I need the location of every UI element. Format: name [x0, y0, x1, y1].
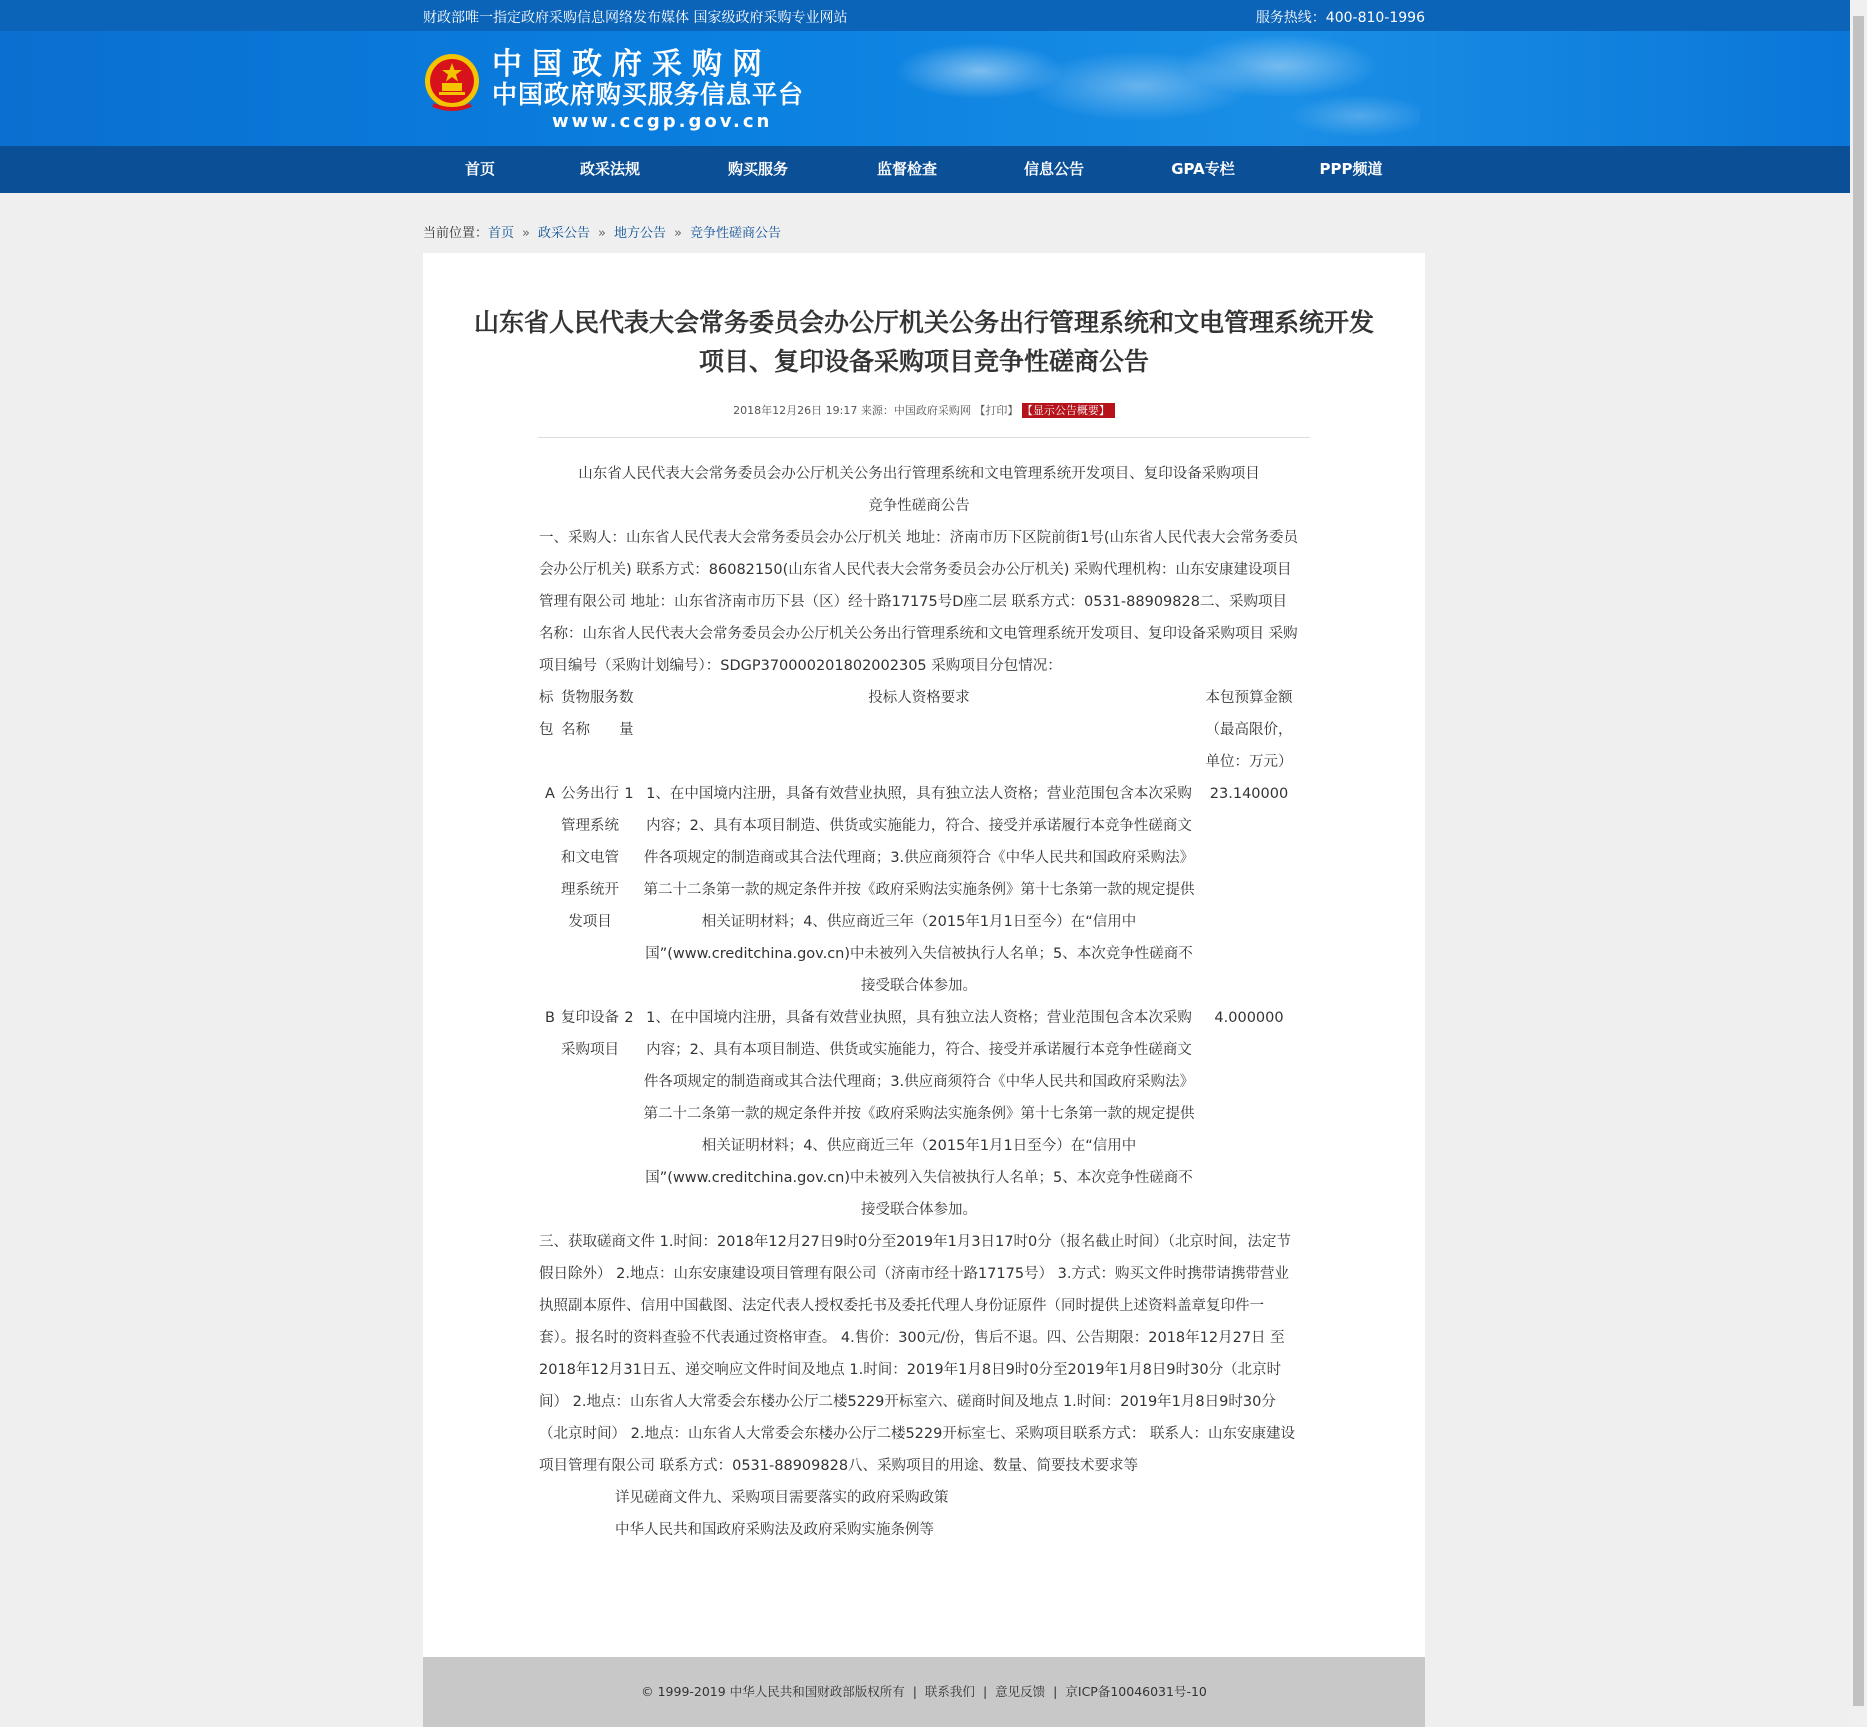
article-title-line: 项目、复印设备采购项目竞争性磋商公告 — [698, 347, 1149, 376]
divider — [538, 437, 1310, 438]
body-paragraph: 中华人民共和国政府采购法及政府采购实施条例等 — [615, 1522, 934, 1538]
table-cell-requirements: 1、在中国境内注册，具备有效营业执照，具有独立法人资格；营业范围包含本次采购内容；2、具有本项目制造、供货或实施能力，符合、接受并承诺履行本竞争性磋商文件各项规定的制造商或其合法代理商；3.供应商须符合《中华人民共和国政府采购法》第二十二条第一款的规定条件并按《政府采购法实施条例》第十七条第一款的规定提供相关证明材料；4、供应商近三年（2015年1月1日至今）在“信用中国”(www.creditchina.gov.cn)中未被列入失信被执行人名单；5、本次竞争性磋商不接受联合体参加。 — [643, 786, 1195, 994]
table-header-cell: 本包预算金额（最高限价，单位：万元） — [1205, 690, 1293, 770]
breadcrumb-local-announcements[interactable]: 地方公告 — [613, 226, 666, 241]
footer-contact-link[interactable]: 联系我们 — [924, 1684, 975, 1699]
table-row — [539, 1002, 1299, 1226]
table-cell-name: 复印设备采购项目 — [561, 1010, 619, 1058]
show-summary-button[interactable]: 【显示公告概要】 — [1022, 403, 1115, 418]
table-row — [539, 778, 1299, 1002]
package-table — [539, 682, 1299, 1226]
breadcrumb-separator: » — [522, 226, 530, 241]
nav-item-announcements[interactable]: 信息公告 — [1023, 160, 1084, 178]
footer-copyright: © 1999-2019 中华人民共和国财政部版权所有 — [641, 1684, 905, 1699]
logo-url: www.ccgp.gov.cn — [552, 111, 773, 132]
site-header — [0, 31, 1850, 146]
footer-feedback-link[interactable]: 意见反馈 — [995, 1684, 1046, 1699]
header-cloud-decoration — [860, 31, 1420, 146]
body-paragraph: 一、采购人：山东省人民代表大会常务委员会办公厅机关 地址：济南市历下区院前街1号(山东省人民代表大会常务委员会办公厅机关) 联系方式：86082150(山东省人民代表大会常务委员会办公厅机关) 采购代理机构：山东安康建设项目管理有限公司 地址：山东省济南市历下县（区）经十路17175号D座二层 联系方式：0531-88909828二、采购项目名称：山东省人民代表大会常务委员会办公厅机关公务出行管理系统和文电管理系统开发项目、复印设备采购项目 采购项目编号（采购计划编号）：SDGP370000201802002305 采购项目分包情况： — [539, 530, 1298, 674]
main-nav — [0, 146, 1850, 193]
breadcrumb-gov-announcements[interactable]: 政采公告 — [538, 226, 591, 241]
table-cell-budget: 4.000000 — [1214, 1010, 1284, 1026]
article-title-line: 山东省人民代表大会常务委员会办公厅机关公务出行管理系统和文电管理系统开发 — [473, 308, 1374, 337]
nav-item-regulations[interactable]: 政采法规 — [579, 160, 640, 178]
top-info-bar — [0, 0, 1850, 31]
nav-item-supervision[interactable]: 监督检查 — [876, 160, 937, 178]
table-header-cell: 标包 — [539, 690, 554, 738]
article-body — [539, 458, 1299, 1546]
scrollbar-thumb[interactable] — [1853, 16, 1864, 1706]
article-meta — [423, 402, 1425, 418]
logo-subtitle: 中国政府购买服务信息平台 — [492, 80, 805, 109]
body-paragraph: 详见磋商文件九、采购项目需要落实的政府采购政策 — [615, 1490, 949, 1506]
body-heading: 山东省人民代表大会常务委员会办公厅机关公务出行管理系统和文电管理系统开发项目、复印设备采购项目 — [578, 466, 1260, 482]
site-logo[interactable] — [492, 49, 804, 135]
breadcrumb-separator: » — [598, 226, 606, 241]
vertical-scrollbar[interactable] — [1850, 0, 1867, 1727]
nav-item-ppp[interactable]: PPP频道 — [1319, 160, 1383, 178]
table-header-row — [539, 682, 1299, 778]
table-cell-quantity: 1 — [624, 786, 634, 802]
article-title — [423, 303, 1425, 381]
table-header-cell: 数量 — [619, 690, 634, 738]
table-header-cell: 货物服务名称 — [561, 690, 619, 738]
nav-item-home[interactable]: 首页 — [464, 160, 495, 178]
table-cell-quantity: 2 — [624, 1010, 634, 1026]
logo-title: 中国政府采购网 — [492, 47, 772, 82]
national-emblem-icon[interactable] — [423, 51, 481, 115]
site-slogan: 财政部唯一指定政府采购信息网络发布媒体 国家级政府采购专业网站 — [423, 10, 848, 26]
table-header-cell: 投标人资格要求 — [868, 690, 970, 706]
nav-item-purchase-services[interactable]: 购买服务 — [727, 160, 788, 178]
article-meta-text: 2018年12月26日 19:17 来源：中国政府采购网 【打印】 — [733, 404, 1019, 417]
table-cell-package: A — [545, 786, 555, 802]
table-cell-budget: 23.140000 — [1209, 786, 1289, 802]
breadcrumb-separator: » — [674, 226, 682, 241]
breadcrumb-home[interactable]: 首页 — [488, 226, 515, 241]
site-footer: © 1999-2019 中华人民共和国财政部版权所有 | 联系我们 | 意见反馈 | 京ICP备10046031号-10 — [423, 1657, 1425, 1727]
body-paragraph: 三、获取磋商文件 1.时间：2018年12月27日9时0分至2019年1月3日17时0分（报名截止时间）（北京时间，法定节假日除外） 2.地点：山东安康建设项目管理有限公司（济南市经十路17175号） 3.方式：购买文件时携带请携带营业执照副本原件、信用中国截图、法定代表人授权委托书及委托代理人身份证原件（同时提供上述资料盖章复印件一套）。报名时的资料查验不代表通过资格审查。 4.售价：300元/份，售后不退。四、公告期限：2018年12月27日 至 2018年12月31日五、递交响应文件时间及地点 1.时间：2019年1月8日9时0分至2019年1月8日9时30分（北京时间） 2.地点：山东省人大常委会东楼办公厅二楼5229开标室六、磋商时间及地点 1.时间：2019年1月8日9时30分（北京时间） 2.地点：山东省人大常委会东楼办公厅二楼5229开标室七、采购项目联系方式： 联系人：山东安康建设项目管理有限公司 联系方式：0531-88909828八、采购项目的用途、数量、简要技术要求等 — [539, 1234, 1295, 1474]
service-hotline: 服务热线：400-810-1996 — [1255, 10, 1425, 26]
nav-item-gpa[interactable]: GPA专栏 — [1171, 160, 1235, 178]
body-heading: 竞争性磋商公告 — [868, 498, 970, 514]
article-card — [423, 253, 1425, 1657]
breadcrumb-prefix: 当前位置： — [423, 226, 489, 241]
table-cell-package: B — [545, 1010, 555, 1026]
table-cell-name: 公务出行管理系统和文电管理系统开发项目 — [561, 786, 619, 930]
breadcrumb — [423, 222, 781, 241]
breadcrumb-negotiation-announcements[interactable]: 竞争性磋商公告 — [689, 226, 781, 241]
table-cell-requirements: 1、在中国境内注册，具备有效营业执照，具有独立法人资格；营业范围包含本次采购内容；2、具有本项目制造、供货或实施能力，符合、接受并承诺履行本竞争性磋商文件各项规定的制造商或其合法代理商；3.供应商须符合《中华人民共和国政府采购法》第二十二条第一款的规定条件并按《政府采购法实施条例》第十七条第一款的规定提供相关证明材料；4、供应商近三年（2015年1月1日至今）在“信用中国”(www.creditchina.gov.cn)中未被列入失信被执行人名单；5、本次竞争性磋商不接受联合体参加。 — [643, 1010, 1195, 1218]
footer-icp-link[interactable]: 京ICP备10046031号-10 — [1065, 1684, 1207, 1699]
